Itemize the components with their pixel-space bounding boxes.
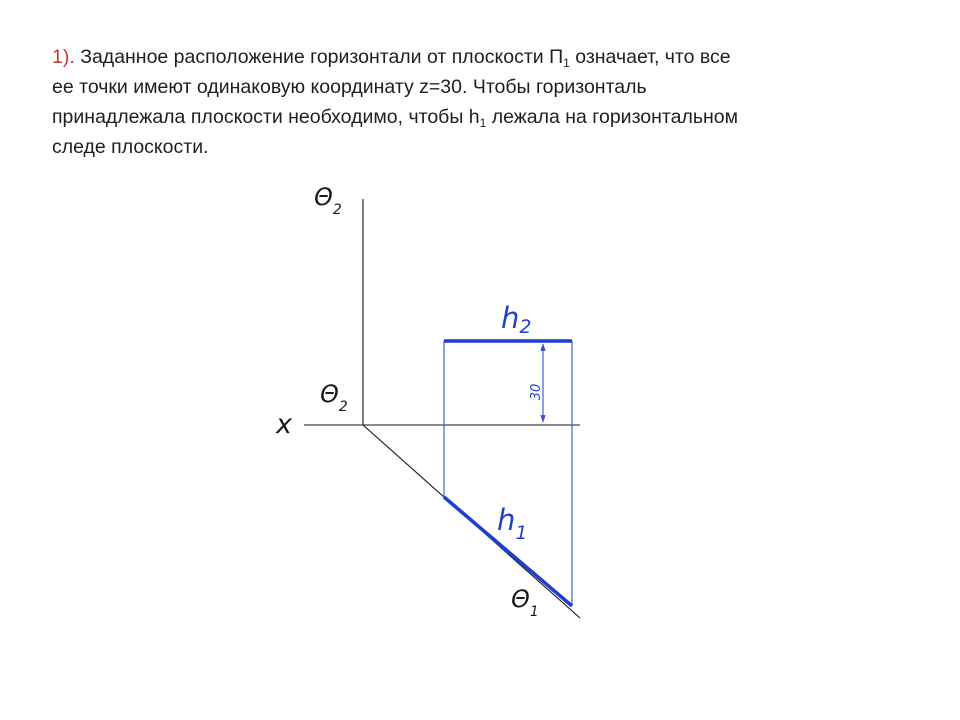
- h2-subscript: 2: [519, 316, 532, 338]
- theta2-top-label: [314, 183, 342, 218]
- theta1-subscript: 1: [529, 604, 539, 620]
- text-line-2: ее точки имеют одинаковую координату z=30. Чтобы горизонталь: [52, 76, 647, 98]
- theta2-axis-subscript: 2: [338, 399, 348, 415]
- item-number: 1).: [52, 46, 75, 68]
- text-line-3-subscript: 1: [479, 116, 487, 130]
- theta1-label: [511, 585, 539, 620]
- h2-label: [501, 301, 531, 338]
- theta2-top-symbol: Θ: [314, 183, 333, 211]
- text-line-4: следе плоскости.: [52, 136, 209, 158]
- h1-symbol: h: [497, 503, 516, 537]
- theta2-axis-symbol: Θ: [320, 380, 339, 408]
- theta2-top-subscript: 2: [332, 202, 342, 218]
- text-line-1-part-b: означает, что все: [575, 46, 731, 68]
- text-line-3-part-a: принадлежала плоскости необходимо, чтобы h: [52, 106, 480, 128]
- text-line-3-part-b: лежала на горизонтальном: [491, 106, 739, 128]
- h1-label: [497, 503, 527, 544]
- theta2-axis-label: [320, 380, 348, 415]
- dimension-label: 30: [529, 383, 544, 401]
- h2-symbol: h: [501, 301, 520, 335]
- text-line-1-part-a: Заданное расположение горизонтали от плоскости П: [80, 46, 564, 68]
- h1-subscript: 1: [515, 522, 528, 544]
- text-line-1-subscript: 1: [563, 56, 570, 70]
- x-axis-label: x: [276, 409, 292, 440]
- theta1-symbol: Θ: [511, 585, 530, 613]
